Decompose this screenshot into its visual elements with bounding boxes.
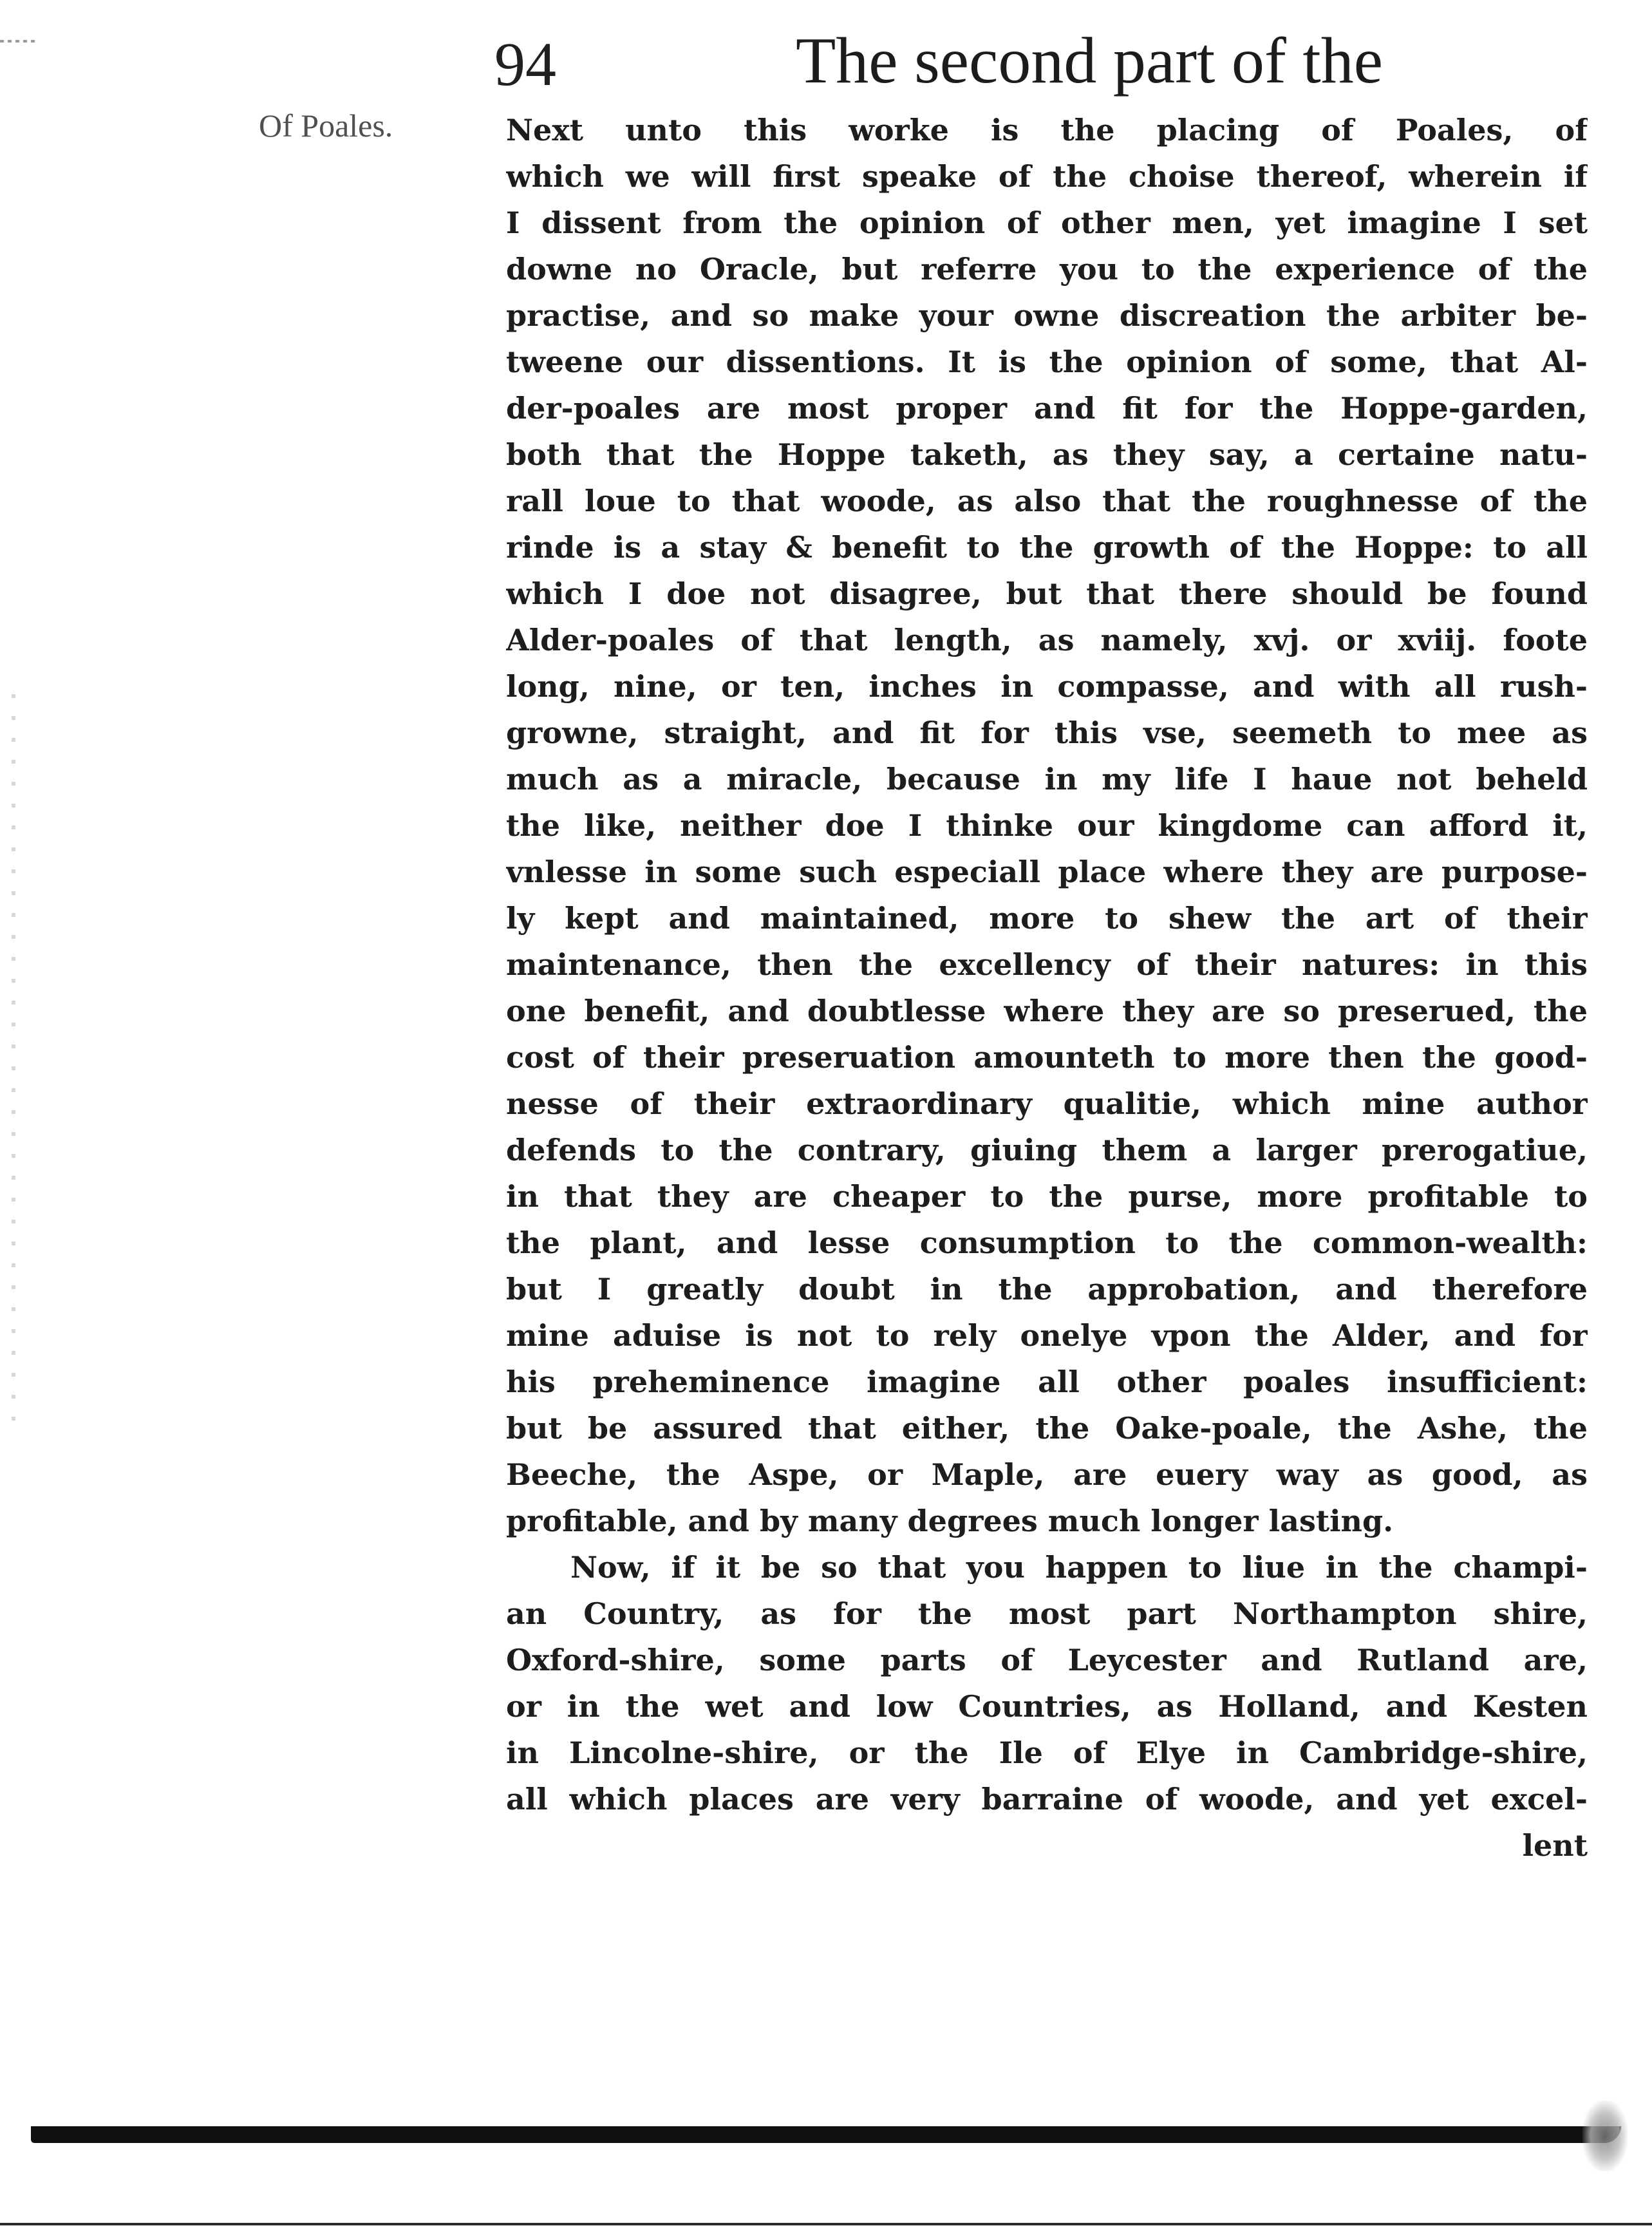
text-line: in that they are cheaper to the purse, more profitable to: [506, 1179, 1588, 1214]
text-line: in Lincolne-shire, or the Ile of Elye in Cambridge-shire,: [506, 1735, 1588, 1770]
text-line: long, nine, or ten, inches in compasse, and with all rush-: [506, 669, 1588, 704]
text-line: profitable, and by many degrees much longer lasting.: [506, 1504, 1394, 1538]
text-line: Now, if it be so that you happen to liue in the champi-: [570, 1550, 1588, 1585]
text-line: nesse of their extraordinary qualitie, which mine author: [506, 1086, 1588, 1121]
page-bottom-edge: [31, 2126, 1621, 2143]
text-line: both that the Hoppe taketh, as they say, a certaine natu-: [506, 437, 1588, 472]
scan-bottom-line: [0, 2223, 1652, 2225]
page-number: 94: [494, 30, 556, 99]
text-line: the plant, and lesse consumption to the common-wealth:: [506, 1225, 1588, 1260]
text-line: practise, and so make your owne discreation the arbiter be-: [506, 298, 1588, 333]
text-line: ly kept and maintained, more to shew the art of their: [506, 901, 1588, 936]
text-line: Beeche, the Aspe, or Maple, are euery way as good, as: [506, 1457, 1588, 1492]
text-line: tweene our dissentions. It is the opinion of some, that Al-: [506, 345, 1588, 379]
text-line: which we will first speake of the choise thereof, wherein if: [506, 159, 1588, 194]
text-line: all which places are very barraine of woode, and yet excel-: [506, 1782, 1588, 1817]
text-line: mine aduise is not to rely onelye vpon the Alder, and for: [506, 1318, 1588, 1353]
running-head: The second part of the: [796, 24, 1383, 97]
text-line: vnlesse in some such especiall place where they are purpose-: [506, 854, 1588, 889]
text-line: defends to the contrary, giuing them a larger prerogatiue,: [506, 1133, 1588, 1167]
text-line: one benefit, and doubtlesse where they are so preserued, the: [506, 994, 1588, 1028]
text-line: cost of their preseruation amounteth to more then the good-: [506, 1040, 1588, 1075]
text-line: Next unto this worke is the placing of Poales, of: [506, 113, 1588, 147]
text-line: growne, straight, and fit for this vse, seemeth to mee as: [506, 715, 1588, 750]
text-line: rall loue to that woode, as also that the roughnesse of the: [506, 484, 1588, 518]
text-line: the like, neither doe I thinke our kingdome can afford it,: [506, 808, 1588, 843]
text-line: downe no Oracle, but referre you to the experience of the: [506, 252, 1588, 287]
corner-smudge: [1582, 2101, 1628, 2171]
text-line: an Country, as for the most part Northampton shire,: [506, 1596, 1588, 1631]
text-line: much as a miracle, because in my life I haue not beheld: [506, 762, 1588, 797]
text-line: Alder-poales of that length, as namely, xvj. or xviij. foote: [506, 623, 1588, 657]
scan-edge-mark: [0, 40, 39, 42]
catchword: lent: [1522, 1828, 1588, 1863]
gutter-speckle: [12, 676, 15, 1436]
text-line: der-poales are most proper and fit for the Hoppe-garden,: [506, 391, 1588, 426]
body-text: [506, 107, 1588, 1869]
text-line: I dissent from the opinion of other men, yet imagine I set: [506, 205, 1588, 240]
text-line: his preheminence imagine all other poales insufficient:: [506, 1364, 1588, 1399]
margin-note: Of Poales.: [259, 108, 393, 144]
text-line: but be assured that either, the Oake-poale, the Ashe, the: [506, 1411, 1588, 1446]
text-line: which I doe not disagree, but that there should be found: [506, 576, 1588, 611]
text-line: maintenance, then the excellency of their natures: in this: [506, 947, 1588, 982]
text-line: or in the wet and low Countries, as Holland, and Kesten: [506, 1689, 1588, 1724]
text-line: Oxford-shire, some parts of Leycester and Rutland are,: [506, 1643, 1588, 1677]
text-line: rinde is a stay & benefit to the growth of the Hoppe: to all: [506, 530, 1588, 565]
text-line: but I greatly doubt in the approbation, and therefore: [506, 1272, 1588, 1307]
